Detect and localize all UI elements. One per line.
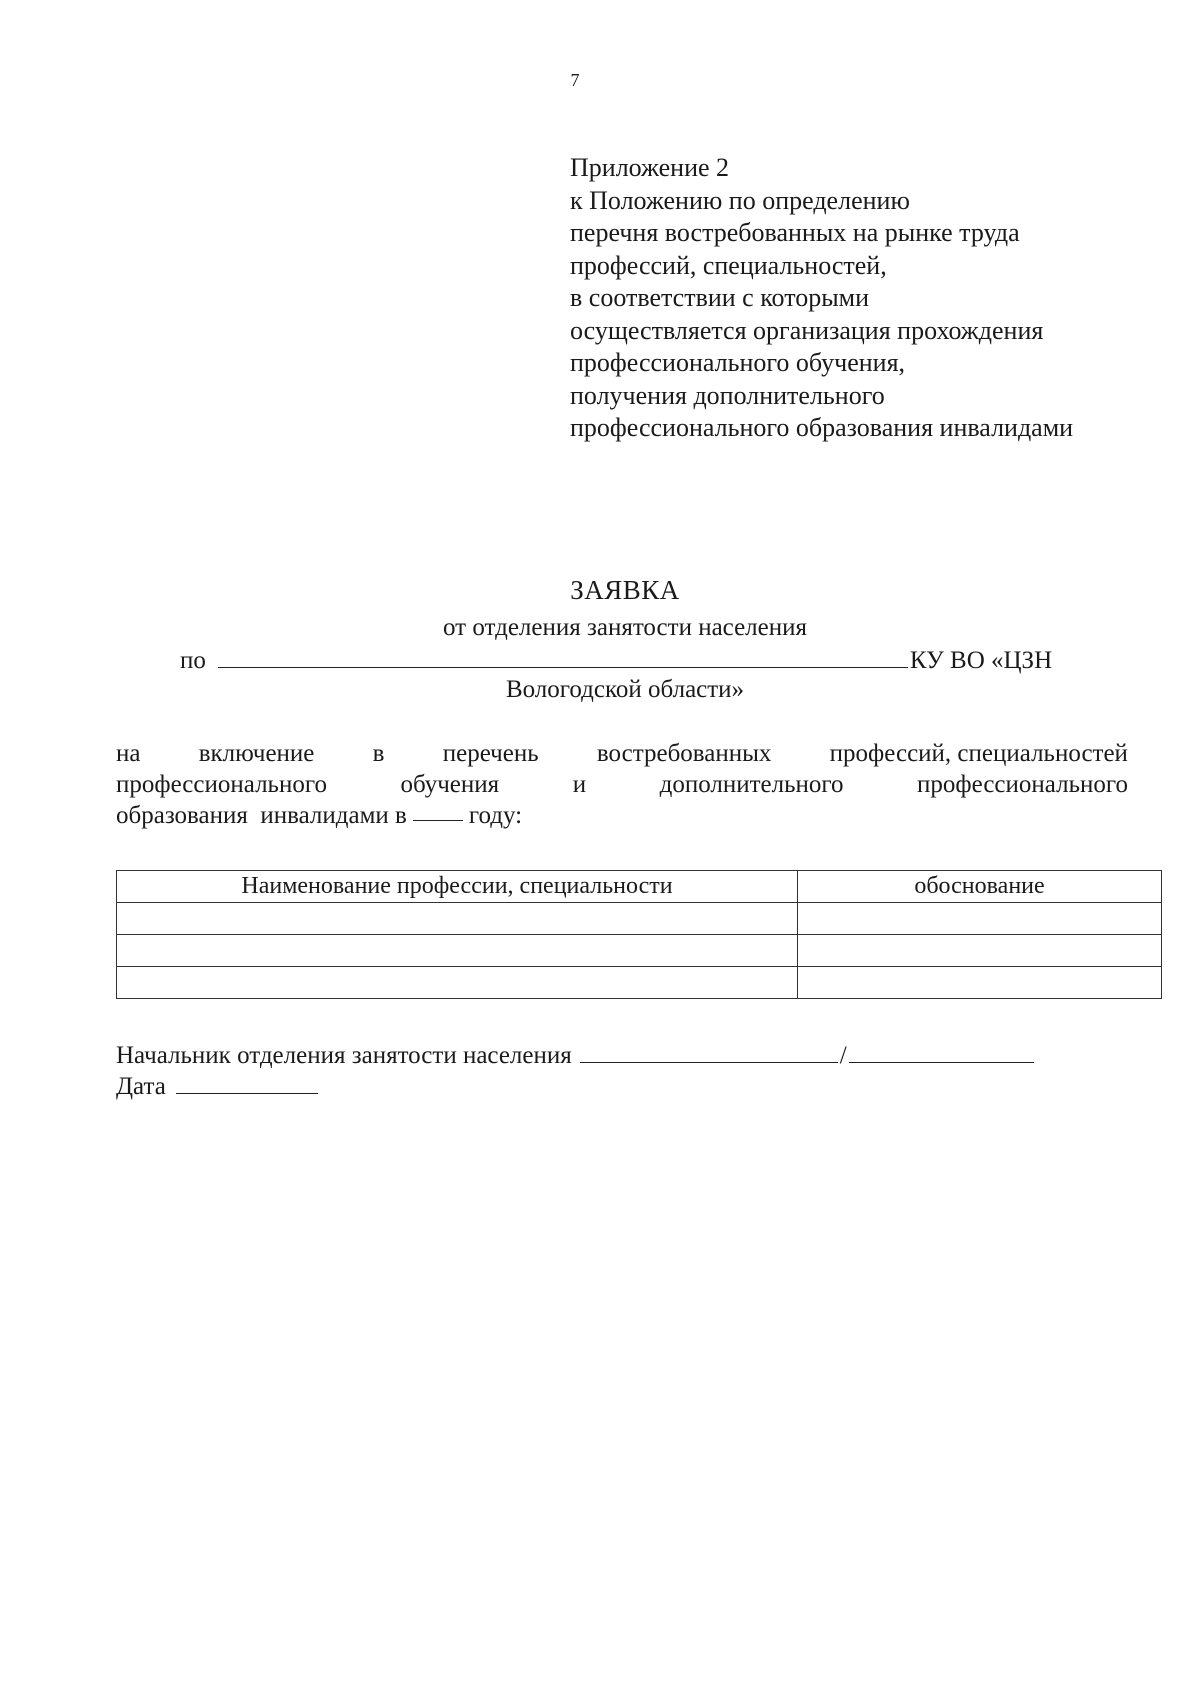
signature-block [116,1040,1034,1102]
document-title: ЗАЯВКА [570,575,680,605]
table-cell[interactable] [117,903,798,935]
table-cell[interactable] [117,935,798,967]
signature-slash: / [839,1042,847,1069]
table-cell[interactable] [798,903,1162,935]
year-blank-field[interactable] [413,800,463,821]
table-cell[interactable] [798,935,1162,967]
appendix-line: получения дополнительного [570,380,885,410]
table-cell[interactable] [117,967,798,999]
paragraph-line [116,800,1128,831]
table-row [117,903,1162,935]
paragraph-word: профессионального [917,771,1128,798]
paragraph-word: включение [198,740,315,767]
date-label: Дата [116,1073,166,1100]
document-subtitle: от отделения занятости населения [442,614,808,641]
paragraph-word: профессий, специальностей [829,740,1128,767]
paragraph-line [116,738,1128,769]
name-blank-field[interactable] [849,1040,1034,1063]
head-label: Начальник отделения занятости населения [116,1042,572,1069]
paragraph-word: профессионального [116,771,327,798]
appendix-line: профессионального образования инвалидами [570,413,1074,442]
table-header-row [117,871,1162,903]
head-signature-line [116,1040,1034,1071]
paragraph-line [116,769,1128,800]
table-row [117,935,1162,967]
paragraph-text: году: [468,802,523,829]
appendix-line: профессионального обучения, [570,348,906,377]
org-label: КУ ВО «ЦЗН [909,647,1053,674]
appendix-line: Приложение 2 [570,153,730,182]
paragraph-word: перечень [442,740,539,767]
region-label: Вологодской области» [505,676,745,703]
paragraph-word: на [116,740,141,767]
paragraph-word: дополнительного [659,771,844,798]
appendix-line: профессий, специальностей, [570,250,887,280]
table-cell[interactable] [798,967,1162,999]
paragraph-word: в [372,740,385,767]
request-paragraph [116,738,1128,831]
header-justification: обоснование [798,871,1162,903]
date-line [116,1071,1034,1102]
department-line [180,645,1052,675]
page-number: 7 [570,70,580,90]
date-blank-field[interactable] [176,1071,318,1094]
appendix-line: в соответствии с которыми [570,283,870,312]
appendix-line: перечня востребованных на рынке труда [570,218,1020,247]
department-blank-field[interactable] [218,645,908,668]
signature-blank-field[interactable] [580,1040,838,1063]
table-row [117,967,1162,999]
header-profession-name: Наименование профессии, специальности [117,871,798,903]
po-label: по [180,647,206,674]
paragraph-word: и [572,771,587,798]
appendix-line: к Положению по определению [570,185,910,215]
paragraph-word: востребованных [596,740,772,767]
professions-table [116,870,1162,999]
appendix-block [570,152,1073,445]
appendix-line: осуществляется организация прохождения [570,315,1044,345]
paragraph-text: образования инвалидами в [116,802,407,829]
paragraph-word: обучения [400,771,500,798]
